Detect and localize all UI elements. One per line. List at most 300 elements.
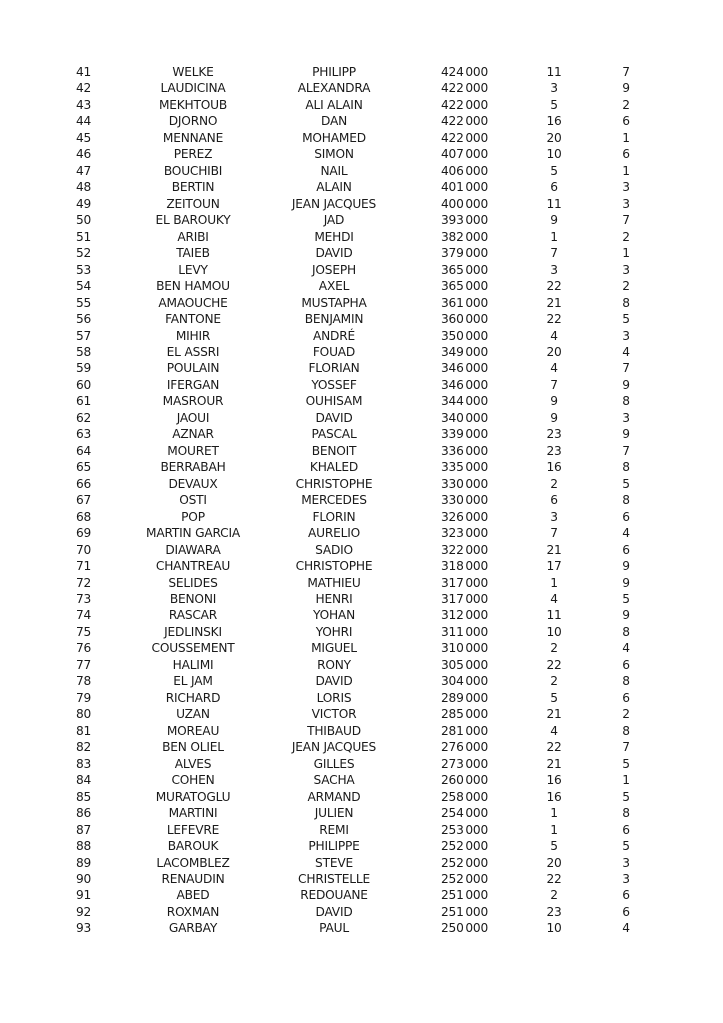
- count-cell: 20: [546, 130, 562, 145]
- last-name-cell: JAOUI: [176, 410, 210, 425]
- table-row: [0, 377, 723, 393]
- first-name-cell: ANDRÉ: [312, 328, 356, 343]
- amount-cell: 382 000: [441, 229, 488, 244]
- amount-cell: 310 000: [441, 641, 488, 656]
- rank-cell: 55: [76, 295, 92, 310]
- table-row: [0, 130, 723, 146]
- first-name-cell: FOUAD: [312, 344, 356, 359]
- last-name-cell: COHEN: [171, 773, 215, 788]
- last-name-cell: BERTIN: [171, 180, 215, 195]
- amount-cell: 346 000: [441, 361, 488, 376]
- digit-cell: 3: [622, 855, 630, 870]
- amount-cell: 360 000: [441, 312, 488, 327]
- last-name-cell: JEDLINSKI: [164, 624, 222, 639]
- last-name-cell: CHANTREAU: [155, 559, 231, 574]
- rank-cell: 50: [76, 213, 92, 228]
- first-name-cell: MUSTAPHA: [301, 295, 367, 310]
- table-row: [0, 591, 723, 607]
- digit-cell: 6: [622, 904, 630, 919]
- first-name-cell: MEHDI: [314, 229, 354, 244]
- table-row: [0, 772, 723, 788]
- digit-cell: 8: [622, 493, 630, 508]
- digit-cell: 1: [622, 163, 630, 178]
- table-row: [0, 756, 723, 772]
- first-name-cell: MIGUEL: [311, 641, 357, 656]
- amount-cell: 365 000: [441, 279, 488, 294]
- first-name-cell: BENOIT: [311, 443, 357, 458]
- digit-cell: 9: [622, 377, 630, 392]
- amount-cell: 339 000: [441, 427, 488, 442]
- first-name-cell: HENRI: [315, 592, 353, 606]
- table-row: [0, 459, 723, 475]
- rank-cell: 52: [76, 246, 92, 261]
- table-row: [0, 575, 723, 591]
- rank-cell: 71: [76, 559, 92, 574]
- digit-cell: 2: [622, 279, 630, 294]
- last-name-cell: POP: [181, 509, 205, 524]
- last-name-cell: MURATOGLU: [155, 789, 231, 804]
- first-name-cell: JEAN JACQUES: [291, 740, 377, 755]
- count-cell: 22: [546, 871, 562, 886]
- rank-cell: 89: [76, 855, 92, 870]
- first-name-cell: REDOUANE: [300, 888, 368, 903]
- first-name-cell: ALEXANDRA: [297, 81, 371, 96]
- first-name-cell: FLORIAN: [308, 361, 360, 376]
- digit-cell: 7: [622, 65, 630, 79]
- digit-cell: 9: [622, 608, 630, 623]
- last-name-cell: LACOMBLEZ: [156, 855, 230, 870]
- count-cell: 23: [546, 904, 562, 919]
- first-name-cell: DAVID: [315, 674, 353, 689]
- digit-cell: 9: [622, 427, 630, 442]
- count-cell: 4: [550, 361, 558, 376]
- first-name-cell: SADIO: [315, 542, 353, 557]
- amount-cell: 305 000: [441, 657, 488, 672]
- rank-cell: 91: [76, 888, 92, 903]
- table-row: [0, 393, 723, 409]
- rank-cell: 63: [76, 427, 92, 442]
- table-row: [0, 525, 723, 541]
- digit-cell: 1: [622, 246, 630, 261]
- amount-cell: 422 000: [441, 130, 488, 145]
- amount-cell: 424 000: [441, 65, 488, 79]
- table-row: [0, 871, 723, 887]
- digit-cell: 3: [622, 328, 630, 343]
- last-name-cell: BENONI: [169, 592, 217, 606]
- digit-cell: 9: [622, 81, 630, 96]
- digit-cell: 7: [622, 740, 630, 755]
- count-cell: 2: [550, 476, 558, 491]
- table-row: [0, 640, 723, 656]
- digit-cell: 7: [622, 443, 630, 458]
- digit-cell: 3: [622, 196, 630, 211]
- first-name-cell: JAD: [323, 213, 345, 228]
- amount-cell: 361 000: [441, 295, 488, 310]
- digit-cell: 1: [622, 130, 630, 145]
- last-name-cell: LEVY: [178, 262, 208, 277]
- rank-cell: 81: [76, 723, 92, 738]
- last-name-cell: MARTIN GARCIA: [146, 526, 240, 541]
- count-cell: 11: [546, 65, 562, 79]
- first-name-cell: YOHAN: [313, 608, 355, 623]
- first-name-cell: JEAN JACQUES: [291, 196, 377, 211]
- count-cell: 1: [550, 229, 558, 244]
- digit-cell: 6: [622, 114, 630, 129]
- first-name-cell: MERCEDES: [301, 493, 367, 508]
- rank-cell: 87: [76, 822, 92, 837]
- amount-cell: 344 000: [441, 394, 488, 409]
- rank-cell: 90: [76, 871, 92, 886]
- first-name-cell: CHRISTELLE: [298, 871, 370, 886]
- count-cell: 21: [546, 756, 562, 771]
- rank-cell: 60: [76, 377, 92, 392]
- digit-cell: 5: [622, 312, 630, 327]
- rank-cell: 93: [76, 921, 92, 936]
- amount-cell: 422 000: [441, 114, 488, 129]
- rank-cell: 66: [76, 476, 92, 491]
- rank-cell: 82: [76, 740, 92, 755]
- amount-cell: 253 000: [441, 822, 488, 837]
- table-row: [0, 904, 723, 920]
- amount-cell: 252 000: [441, 871, 488, 886]
- digit-cell: 4: [622, 641, 630, 656]
- last-name-cell: MENNANE: [162, 130, 224, 145]
- amount-cell: 252 000: [441, 839, 488, 854]
- count-cell: 3: [550, 81, 558, 96]
- amount-cell: 349 000: [441, 344, 488, 359]
- last-name-cell: BAROUK: [167, 839, 219, 854]
- amount-cell: 273 000: [441, 756, 488, 771]
- table-row: [0, 113, 723, 129]
- last-name-cell: TAIEB: [176, 246, 210, 261]
- amount-cell: 379 000: [441, 246, 488, 261]
- count-cell: 1: [550, 806, 558, 821]
- first-name-cell: LORIS: [316, 690, 352, 705]
- count-cell: 16: [546, 460, 562, 475]
- digit-cell: 4: [622, 921, 630, 936]
- digit-cell: 6: [622, 822, 630, 837]
- count-cell: 17: [546, 559, 562, 574]
- count-cell: 5: [550, 839, 558, 854]
- digit-cell: 8: [622, 460, 630, 475]
- amount-cell: 330 000: [441, 493, 488, 508]
- rank-cell: 65: [76, 460, 92, 475]
- first-name-cell: PAUL: [319, 921, 349, 936]
- table-row: [0, 673, 723, 689]
- count-cell: 11: [546, 196, 562, 211]
- last-name-cell: EL BAROUKY: [155, 213, 231, 228]
- rank-cell: 48: [76, 180, 92, 195]
- count-cell: 22: [546, 312, 562, 327]
- digit-cell: 8: [622, 394, 630, 409]
- first-name-cell: YOHRI: [315, 624, 353, 639]
- rank-cell: 57: [76, 328, 92, 343]
- count-cell: 20: [546, 344, 562, 359]
- digit-cell: 3: [622, 871, 630, 886]
- digit-cell: 1: [622, 773, 630, 788]
- rank-cell: 88: [76, 839, 92, 854]
- count-cell: 4: [550, 723, 558, 738]
- table-row: [0, 64, 723, 80]
- digit-cell: 6: [622, 542, 630, 557]
- count-cell: 22: [546, 279, 562, 294]
- count-cell: 2: [550, 641, 558, 656]
- amount-cell: 335 000: [441, 460, 488, 475]
- rank-cell: 49: [76, 196, 92, 211]
- rank-cell: 44: [76, 114, 92, 129]
- digit-cell: 4: [622, 344, 630, 359]
- digit-cell: 6: [622, 690, 630, 705]
- first-name-cell: THIBAUD: [307, 723, 361, 738]
- digit-cell: 4: [622, 526, 630, 541]
- amount-cell: 401 000: [441, 180, 488, 195]
- count-cell: 9: [550, 410, 558, 425]
- table-row: [0, 179, 723, 195]
- last-name-cell: RICHARD: [165, 690, 221, 705]
- first-name-cell: CHRISTOPHE: [295, 476, 373, 491]
- count-cell: 21: [546, 542, 562, 557]
- digit-cell: 3: [622, 262, 630, 277]
- table-row: [0, 262, 723, 278]
- rank-cell: 67: [76, 493, 92, 508]
- count-cell: 21: [546, 295, 562, 310]
- amount-cell: 254 000: [441, 806, 488, 821]
- table-row: [0, 887, 723, 903]
- digit-cell: 2: [622, 707, 630, 722]
- digit-cell: 5: [622, 476, 630, 491]
- count-cell: 16: [546, 773, 562, 788]
- count-cell: 5: [550, 163, 558, 178]
- table-row: [0, 196, 723, 212]
- amount-cell: 330 000: [441, 476, 488, 491]
- count-cell: 23: [546, 427, 562, 442]
- digit-cell: 7: [622, 213, 630, 228]
- first-name-cell: MOHAMED: [302, 130, 366, 145]
- amount-cell: 422 000: [441, 81, 488, 96]
- rank-cell: 72: [76, 575, 92, 590]
- amount-cell: 252 000: [441, 855, 488, 870]
- count-cell: 1: [550, 822, 558, 837]
- digit-cell: 5: [622, 839, 630, 854]
- table-row: [0, 229, 723, 245]
- table-row: [0, 706, 723, 722]
- rank-cell: 84: [76, 773, 92, 788]
- count-cell: 4: [550, 328, 558, 343]
- first-name-cell: FLORIN: [312, 509, 356, 524]
- rank-cell: 68: [76, 509, 92, 524]
- last-name-cell: BERRABAH: [160, 460, 226, 475]
- last-name-cell: DJORNO: [168, 114, 218, 129]
- last-name-cell: MOREAU: [166, 723, 220, 738]
- last-name-cell: ROXMAN: [166, 904, 220, 919]
- count-cell: 9: [550, 213, 558, 228]
- digit-cell: 3: [622, 410, 630, 425]
- digit-cell: 8: [622, 295, 630, 310]
- amount-cell: 346 000: [441, 377, 488, 392]
- count-cell: 9: [550, 394, 558, 409]
- digit-cell: 8: [622, 674, 630, 689]
- table-row: [0, 245, 723, 261]
- table-row: [0, 311, 723, 327]
- rank-cell: 73: [76, 592, 92, 606]
- count-cell: 22: [546, 657, 562, 672]
- count-cell: 3: [550, 509, 558, 524]
- last-name-cell: WELKE: [172, 65, 214, 79]
- last-name-cell: MARTINI: [168, 806, 218, 821]
- last-name-cell: BOUCHIBI: [163, 163, 223, 178]
- count-cell: 23: [546, 443, 562, 458]
- amount-cell: 317 000: [441, 592, 488, 606]
- count-cell: 10: [546, 921, 562, 936]
- count-cell: 21: [546, 707, 562, 722]
- table-row: [0, 624, 723, 640]
- amount-cell: 281 000: [441, 723, 488, 738]
- rank-cell: 92: [76, 904, 92, 919]
- ranking-table: [0, 64, 723, 937]
- amount-cell: 312 000: [441, 608, 488, 623]
- first-name-cell: ARMAND: [307, 789, 361, 804]
- count-cell: 16: [546, 114, 562, 129]
- first-name-cell: YOSSEF: [311, 377, 357, 392]
- rank-cell: 64: [76, 443, 92, 458]
- rank-cell: 53: [76, 262, 92, 277]
- digit-cell: 8: [622, 806, 630, 821]
- count-cell: 4: [550, 592, 558, 606]
- table-row: [0, 492, 723, 508]
- first-name-cell: DAVID: [315, 246, 353, 261]
- digit-cell: 6: [622, 509, 630, 524]
- last-name-cell: MOURET: [167, 443, 219, 458]
- amount-cell: 276 000: [441, 740, 488, 755]
- table-row: [0, 426, 723, 442]
- digit-cell: 6: [622, 147, 630, 162]
- table-row: [0, 657, 723, 673]
- first-name-cell: VICTOR: [311, 707, 357, 722]
- table-row: [0, 360, 723, 376]
- rank-cell: 42: [76, 81, 92, 96]
- table-row: [0, 476, 723, 492]
- count-cell: 7: [550, 246, 558, 261]
- first-name-cell: REMI: [319, 822, 349, 837]
- first-name-cell: DAN: [320, 114, 348, 129]
- amount-cell: 289 000: [441, 690, 488, 705]
- table-row: [0, 838, 723, 854]
- last-name-cell: SELIDES: [168, 575, 218, 590]
- first-name-cell: RONY: [317, 657, 351, 672]
- digit-cell: 6: [622, 888, 630, 903]
- table-row: [0, 212, 723, 228]
- first-name-cell: ALAIN: [316, 180, 352, 195]
- amount-cell: 407 000: [441, 147, 488, 162]
- amount-cell: 340 000: [441, 410, 488, 425]
- table-row: [0, 723, 723, 739]
- rank-cell: 56: [76, 312, 92, 327]
- amount-cell: 393 000: [441, 213, 488, 228]
- rank-cell: 61: [76, 394, 92, 409]
- digit-cell: 7: [622, 361, 630, 376]
- last-name-cell: ABED: [176, 888, 210, 903]
- first-name-cell: MATHIEU: [307, 575, 361, 590]
- digit-cell: 9: [622, 575, 630, 590]
- count-cell: 7: [550, 526, 558, 541]
- table-row: [0, 739, 723, 755]
- first-name-cell: PHILIPPE: [308, 839, 360, 854]
- last-name-cell: UZAN: [176, 707, 210, 722]
- first-name-cell: AURELIO: [307, 526, 361, 541]
- rank-cell: 45: [76, 130, 92, 145]
- count-cell: 10: [546, 624, 562, 639]
- last-name-cell: AMAOUCHE: [158, 295, 228, 310]
- table-row: [0, 328, 723, 344]
- amount-cell: 400 000: [441, 196, 488, 211]
- table-row: [0, 920, 723, 936]
- amount-cell: 260 000: [441, 773, 488, 788]
- first-name-cell: JOSEPH: [312, 262, 356, 277]
- rank-cell: 75: [76, 624, 92, 639]
- first-name-cell: OUHISAM: [305, 394, 363, 409]
- amount-cell: 422 000: [441, 97, 488, 112]
- last-name-cell: DIAWARA: [165, 542, 221, 557]
- rank-cell: 59: [76, 361, 92, 376]
- count-cell: 2: [550, 674, 558, 689]
- first-name-cell: NAIL: [320, 163, 348, 178]
- table-row: [0, 163, 723, 179]
- last-name-cell: HALIMI: [172, 657, 214, 672]
- last-name-cell: ALVES: [174, 756, 212, 771]
- digit-cell: 8: [622, 624, 630, 639]
- last-name-cell: RASCAR: [168, 608, 218, 623]
- table-row: [0, 509, 723, 525]
- amount-cell: 322 000: [441, 542, 488, 557]
- amount-cell: 317 000: [441, 575, 488, 590]
- amount-cell: 350 000: [441, 328, 488, 343]
- amount-cell: 336 000: [441, 443, 488, 458]
- digit-cell: 8: [622, 723, 630, 738]
- rank-cell: 41: [76, 65, 92, 79]
- last-name-cell: PEREZ: [173, 147, 213, 162]
- rank-cell: 83: [76, 756, 92, 771]
- table-row: [0, 443, 723, 459]
- count-cell: 2: [550, 888, 558, 903]
- count-cell: 7: [550, 377, 558, 392]
- count-cell: 22: [546, 740, 562, 755]
- amount-cell: 250 000: [441, 921, 488, 936]
- table-row: [0, 558, 723, 574]
- rank-cell: 51: [76, 229, 92, 244]
- first-name-cell: PASCAL: [311, 427, 357, 442]
- first-name-cell: AXEL: [318, 279, 350, 294]
- last-name-cell: DEVAUX: [168, 476, 218, 491]
- table-row: [0, 80, 723, 96]
- rank-cell: 46: [76, 147, 92, 162]
- last-name-cell: GARBAY: [168, 921, 218, 936]
- last-name-cell: COUSSEMENT: [151, 641, 235, 656]
- table-row: [0, 789, 723, 805]
- first-name-cell: STEVE: [315, 855, 353, 870]
- table-row: [0, 278, 723, 294]
- amount-cell: 258 000: [441, 789, 488, 804]
- amount-cell: 365 000: [441, 262, 488, 277]
- digit-cell: 5: [622, 756, 630, 771]
- digit-cell: 9: [622, 559, 630, 574]
- digit-cell: 2: [622, 97, 630, 112]
- table-row: [0, 855, 723, 871]
- amount-cell: 251 000: [441, 904, 488, 919]
- count-cell: 5: [550, 97, 558, 112]
- digit-cell: 3: [622, 180, 630, 195]
- digit-cell: 5: [622, 789, 630, 804]
- table-row: [0, 822, 723, 838]
